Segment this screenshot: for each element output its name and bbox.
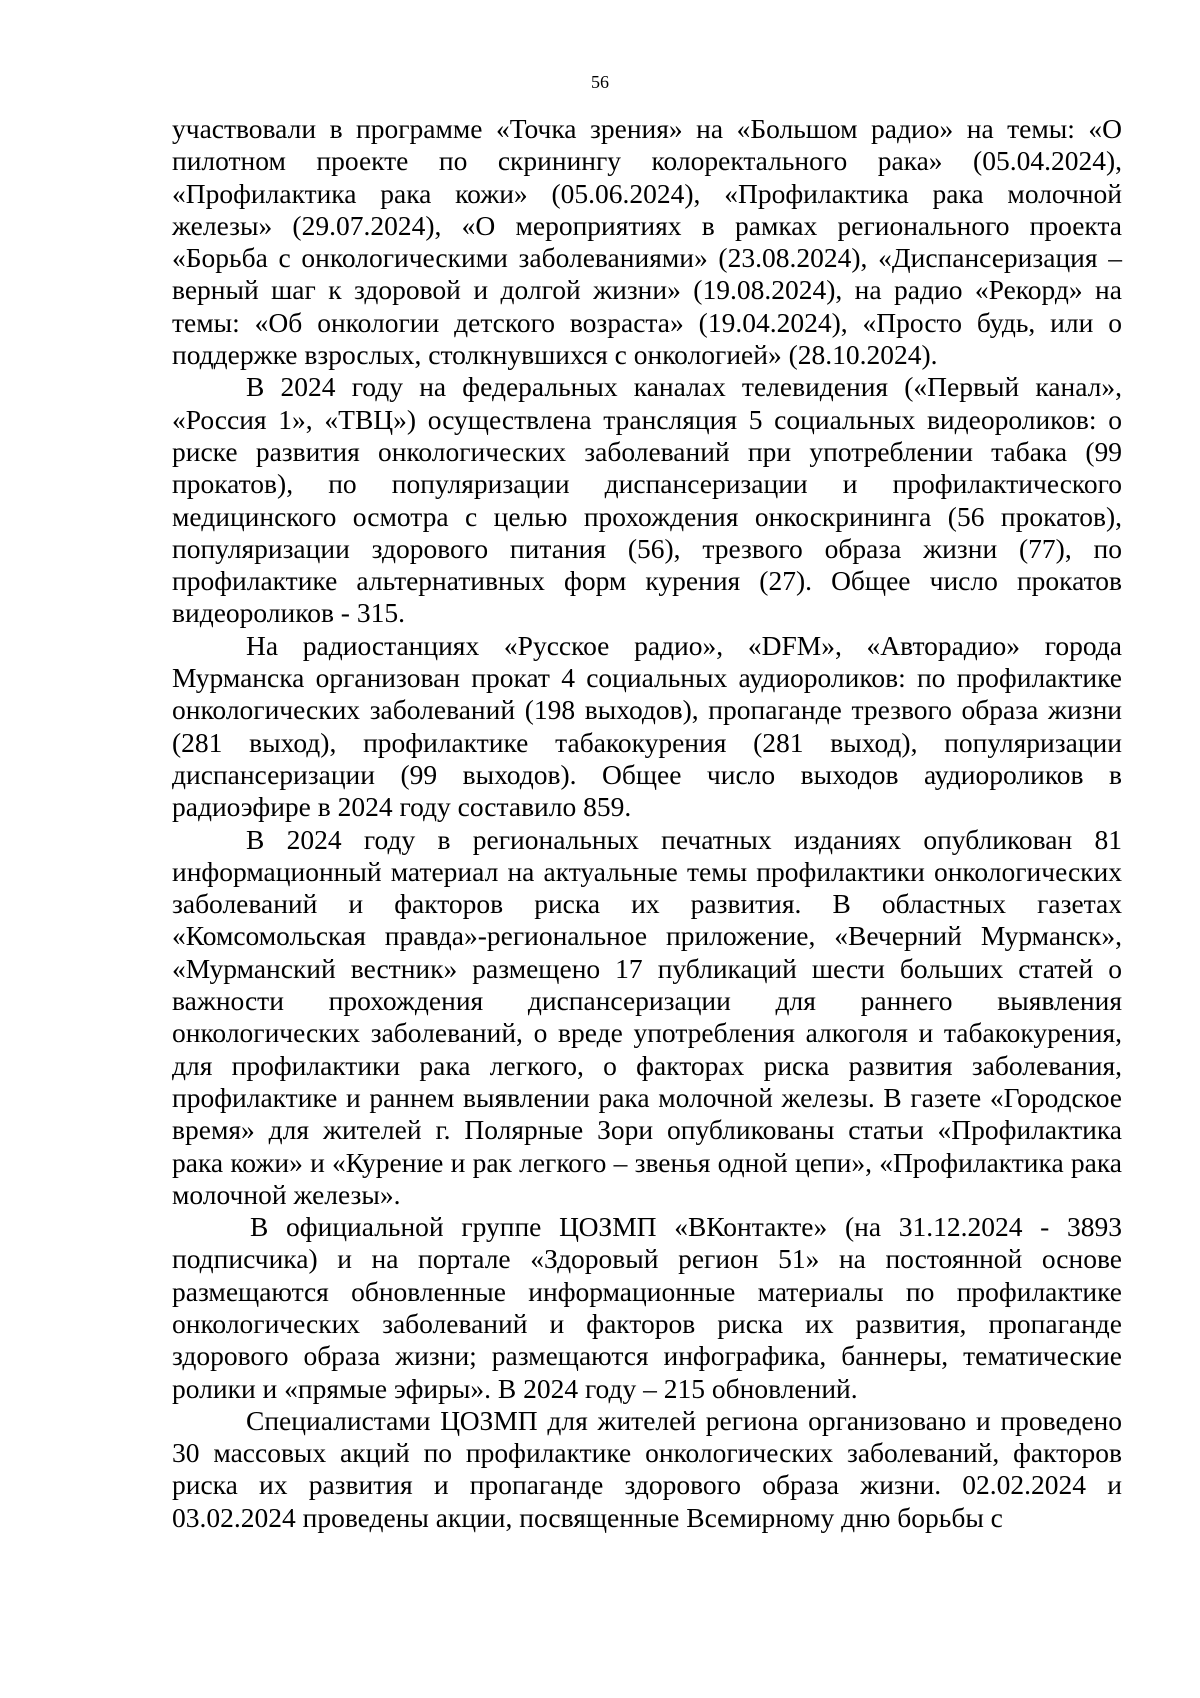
paragraph-vkontakte: В официальной группе ЦОЗМП «ВКонтакте» (на 31.12.2024 - 3893 подписчика) и на портале «Здоровый регион 51» на постоянной основе размещаются обновленные информационные материалы по профилактике онкологических заболеваний и факторов риска их развития, пропаганде здорового образа жизни; размещаются инфографика, баннеры, тематические ролики и «прямые эфиры». В 2024 году – 215 обновлений. (172, 1211, 1122, 1404)
page-number: 56 (591, 72, 609, 92)
paragraph-mass-actions: Специалистами ЦОЗМП для жителей региона организовано и проведено 30 массовых акций по профилактике онкологических заболеваний, факторов риска их развития и пропаганде здорового образа жизни. 02.02.2024 и 03.02.2024 проведены акции, посвященные Всемирному дню борьбы с (172, 1404, 1122, 1533)
paragraph-radio-programs: участвовали в программе «Точка зрения» на «Большом радио» на темы: «О пилотном проекте по скринингу колоректального рака» (05.04.2024), «Профилактика рака кожи» (05.06.2024), «Профилактика рака молочной железы» (29.07.2024), «О мероприятиях в рамках регионального проекта «Борьба с онкологическими заболеваниями» (23.08.2024), «Диспансеризация – верный шаг к здоровой и долгой жизни» (19.08.2024), на радио «Рекорд» на темы: «Об онкологии детского возраста» (19.04.2024), «Просто будь, или о поддержке взрослых, столкнувшихся с онкологией» (28.10.2024). (172, 113, 1122, 371)
paragraph-tv-videos: В 2024 году на федеральных каналах телевидения («Первый канал», «Россия 1», «ТВЦ») осуществлена трансляция 5 социальных видеороликов: о риске развития онкологических заболеваний при употреблении табака (99 прокатов), по популяризации диспансеризации и профилактического медицинского осмотра с целью прохождения онкоскрининга (56 прокатов), популяризации здорового питания (56), трезвого образа жизни (77), по профилактике альтернативных форм курения (27). Общее число прокатов видеороликов - 315. (172, 371, 1122, 629)
document-body (172, 113, 1122, 1534)
paragraph-print-media: В 2024 году в региональных печатных изданиях опубликован 81 информационный материал на актуальные темы профилактики онкологических заболеваний и факторов риска их развития. В областных газетах «Комсомольская правда»-региональное приложение, «Вечерний Мурманск», «Мурманский вестник» размещено 17 публикаций шести больших статей о важности прохождения диспансеризации для раннего выявления онкологических заболеваний, о вреде употребления алкоголя и табакокурения, для профилактики рака легкого, о факторах риска развития заболевания, профилактике и раннем выявлении рака молочной железы. В газете «Городское время» для жителей г. Полярные Зори опубликованы статьи «Профилактика рака кожи» и «Курение и рак легкого – звенья одной цепи», «Профилактика рака молочной железы». (172, 823, 1122, 1210)
paragraph-radio-audio: На радиостанциях «Русское радио», «DFM», «Авторадио» города Мурманска организован прокат 4 социальных аудиороликов: по профилактике онкологических заболеваний (198 выходов), пропаганде трезвого образа жизни (281 выход), профилактике табакокурения (281 выход), популяризации диспансеризации (99 выходов). Общее число выходов аудиороликов в радиоэфире в 2024 году составило 859. (172, 629, 1122, 823)
